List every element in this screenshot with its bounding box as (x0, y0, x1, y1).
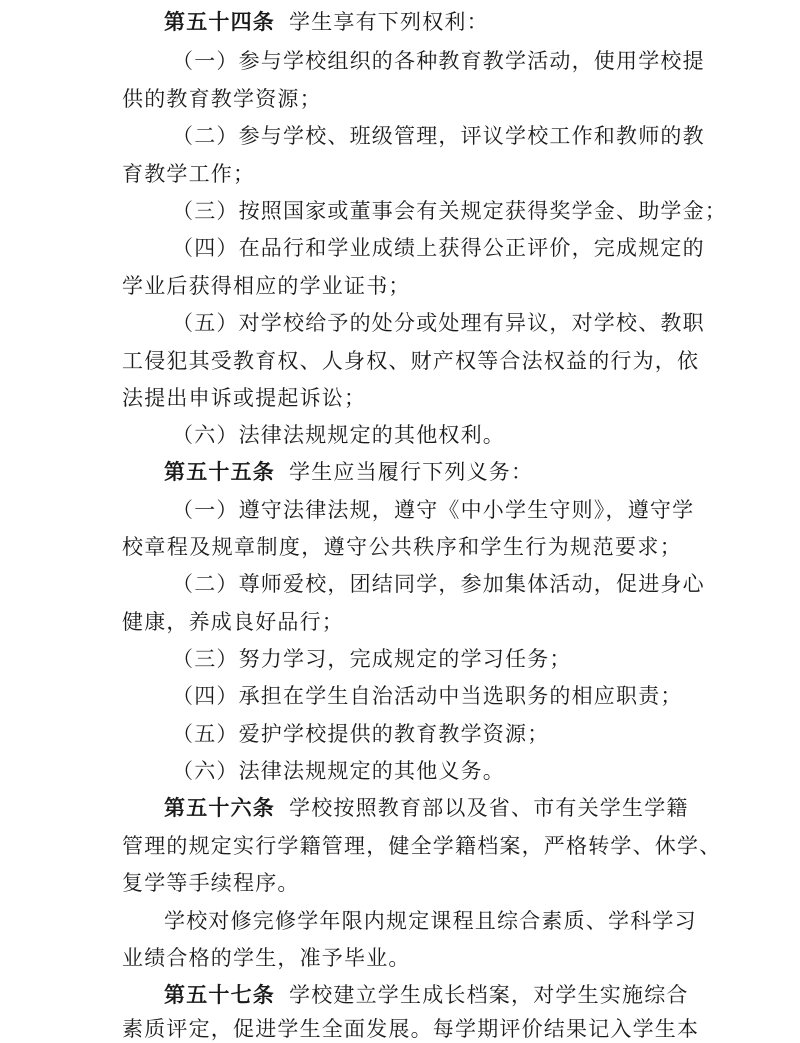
article-56-line1-text: 学校按照教育部以及省、市有关学生学籍 (289, 796, 689, 820)
article-54-heading-line (164, 8, 682, 36)
art55-item2-line2: 健康，养成良好品行； (122, 610, 344, 634)
article-56-line3: 复学等手续程序。 (122, 871, 300, 895)
art54-item5-line3: 法提出申诉或提起诉讼； (122, 386, 367, 410)
article-56-para2-line1: 学校对修完修学年限内规定课程且综合素质、学科学习 (164, 909, 697, 933)
article-55-intro: 学生应当履行下列义务： (289, 460, 534, 484)
art54-item2-line2: 育教学工作； (122, 162, 256, 186)
art54-item2-line1: （二）参与学校、班级管理，评议学校工作和教师的教 (172, 124, 705, 148)
article-54-intro: 学生享有下列权利： (289, 10, 489, 34)
art55-item6-line1: （六）法律法规规定的其他义务。 (172, 759, 505, 783)
article-57-line2-partial: 素质评定，促进学生全面发展。每学期评价结果记入学生本 (122, 1017, 700, 1041)
art55-item1-line1: （一）遵守法律法规，遵守《中小学生守则》，遵守学 (172, 498, 695, 522)
article-56-para2-line2: 业绩合格的学生，准予毕业。 (122, 946, 411, 970)
article-55-heading-line (164, 458, 682, 486)
art54-item1-line1: （一）参与学校组织的各种教育教学活动，使用学校提 (172, 49, 705, 73)
article-57-line1-text: 学校建立学生成长档案，对学生实施综合 (289, 983, 689, 1007)
article-56-line2: 管理的规定实行学籍管理，健全学籍档案，严格转学、休学、 (122, 834, 722, 858)
art55-item4-line1: （四）承担在学生自治活动中当选职务的相应职责； (172, 684, 683, 708)
article-55-number: 第五十五条 (164, 459, 275, 484)
art55-item5-line1: （五）爱护学校提供的教育教学资源； (172, 722, 550, 746)
art54-item3-line1: （三）按照国家或董事会有关规定获得奖学金、助学金； (172, 199, 727, 223)
art55-item2-line1: （二）尊师爱校，团结同学，参加集体活动，促进身心 (172, 572, 705, 596)
article-54-number: 第五十四条 (164, 9, 275, 34)
article-57-line1 (164, 981, 689, 1009)
art54-item6-line1: （六）法律法规规定的其他权利。 (172, 423, 505, 447)
art54-item5-line1: （五）对学校给予的处分或处理有异议，对学校、教职 (172, 311, 705, 335)
article-56-line1 (164, 794, 689, 822)
art54-item4-line1: （四）在品行和学业成绩上获得公正评价，完成规定的 (172, 236, 705, 260)
art55-item3-line1: （三）努力学习，完成规定的学习任务； (172, 647, 572, 671)
art54-item5-line2: 工侵犯其受教育权、人身权、财产权等合法权益的行为，依 (122, 349, 700, 373)
art55-item1-line2: 校章程及规章制度，遵守公共秩序和学生行为规范要求； (122, 535, 682, 559)
art54-item4-line2: 学业后获得相应的学业证书； (122, 274, 411, 298)
article-56-number: 第五十六条 (164, 795, 275, 820)
article-57-number: 第五十七条 (164, 982, 275, 1007)
art54-item1-line2: 供的教育教学资源； (122, 87, 322, 111)
